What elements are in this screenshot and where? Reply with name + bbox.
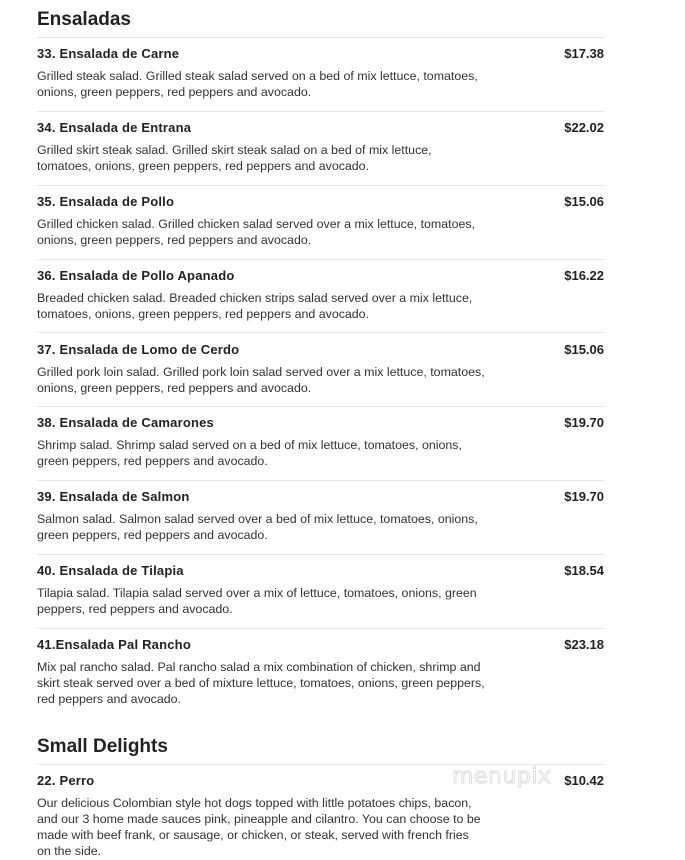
- item-divider: [37, 111, 604, 112]
- menu-item-price: $10.42: [564, 773, 604, 788]
- menu-item-price: $18.54: [564, 563, 604, 578]
- menu-item-price: $23.18: [564, 637, 604, 652]
- menu-item-name: 39. Ensalada de Salmon: [37, 489, 190, 504]
- item-divider: [37, 554, 604, 555]
- menu-item-description: Grilled steak salad. Grilled steak salad served on a bed of mix lettuce, tomatoes, onions, green peppers, red peppers and avocado.: [37, 69, 478, 99]
- item-divider: [37, 406, 604, 407]
- menu-item-description: Tilapia salad. Tilapia salad served over a mix of lettuce, tomatoes, onions, green peppers, red peppers and avocado.: [37, 586, 477, 616]
- menu-item-description: Salmon salad. Salmon salad served over a bed of mix lettuce, tomatoes, onions, green peppers, red peppers and avocado.: [37, 512, 478, 542]
- item-divider: [37, 185, 604, 186]
- item-divider: [37, 259, 604, 260]
- section-divider: [37, 37, 604, 38]
- menupix-watermark: menupix: [452, 764, 552, 789]
- menu-item-description: Our delicious Colombian style hot dogs topped with little potatoes chips, bacon, and our 3 home made sauces pink, pineapple and cilantro. You can choose to be made with beef frank, or sausage, or chicken, or steak, served with french fries on the side.: [37, 796, 481, 858]
- section-title-small-delights: Small Delights: [37, 736, 168, 757]
- section-title-ensaladas: Ensaladas: [37, 9, 131, 30]
- menu-item-price: $15.06: [564, 194, 604, 209]
- menu-item-name: 35. Ensalada de Pollo: [37, 194, 175, 209]
- menu-item-price: $17.38: [564, 46, 604, 61]
- menu-item-price: $19.70: [564, 415, 604, 430]
- menu-item-name: 41.Ensalada Pal Rancho: [37, 637, 191, 652]
- menu-item-name: 40. Ensalada de Tilapia: [37, 563, 184, 578]
- menu-item-name: 22. Perro: [37, 773, 95, 788]
- item-divider: [37, 480, 604, 481]
- menu-item-price: $19.70: [564, 489, 604, 504]
- menu-item-name: 38. Ensalada de Camarones: [37, 415, 214, 430]
- menu-item-price: $22.02: [564, 120, 604, 135]
- menu-item-price: $16.22: [564, 268, 604, 283]
- menu-item-name: 36. Ensalada de Pollo Apanado: [37, 268, 235, 283]
- menu-item-description: Shrimp salad. Shrimp salad served on a bed of mix lettuce, tomatoes, onions, green peppers, red peppers and avocado.: [37, 438, 462, 468]
- menu-item-name: 37. Ensalada de Lomo de Cerdo: [37, 342, 240, 357]
- menu-item-description: Mix pal rancho salad. Pal rancho salad a mix combination of chicken, shrimp and skirt steak served over a bed of mixture lettuce, tomatoes, onions, green peppers, red peppers and avocado.: [37, 660, 485, 706]
- menu-item-price: $15.06: [564, 342, 604, 357]
- menu-item-description: Breaded chicken salad. Breaded chicken strips salad served over a mix lettuce, tomatoes, onions, green peppers, red peppers and avocado.: [37, 291, 473, 321]
- menu-item-description: Grilled chicken salad. Grilled chicken salad served over a mix lettuce, tomatoes, onions, green peppers, red peppers and avocado.: [37, 217, 475, 247]
- menu-item-description: Grilled pork loin salad. Grilled pork loin salad served over a mix lettuce, tomatoes, onions, green peppers, red peppers and avocado.: [37, 365, 485, 395]
- menu-item-description: Grilled skirt steak salad. Grilled skirt steak salad on a bed of mix lettuce, tomatoes, onions, green peppers, red peppers and avocado.: [37, 143, 432, 173]
- menu-item-name: 34. Ensalada de Entrana: [37, 120, 192, 135]
- item-divider: [37, 332, 604, 333]
- item-divider: [37, 628, 604, 629]
- menu-item-name: 33. Ensalada de Carne: [37, 46, 180, 61]
